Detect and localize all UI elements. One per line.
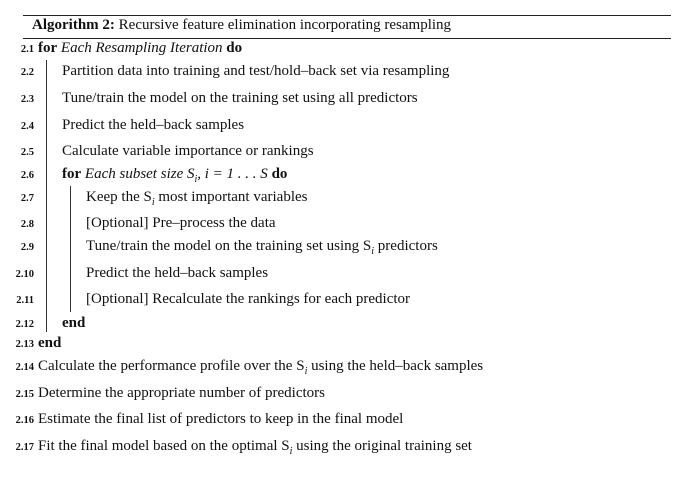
algo-line xyxy=(0,189,684,209)
algo-line xyxy=(0,411,684,431)
line-number: 2.7 xyxy=(20,193,34,204)
line-text xyxy=(38,358,483,377)
line-number: 2.17 xyxy=(15,442,34,453)
subscript: i xyxy=(289,446,293,457)
line-text xyxy=(38,438,472,457)
line-post: predictors xyxy=(374,238,438,254)
line-pre: Calculate the performance profile over the S xyxy=(38,358,305,374)
loop-range: , i = 1 . . . S xyxy=(197,166,268,182)
line-text xyxy=(62,166,287,185)
keyword-end: end xyxy=(62,315,86,331)
subscript: i xyxy=(371,246,375,257)
algo-line xyxy=(0,90,684,110)
algo-line xyxy=(0,143,684,163)
algorithm-label: Algorithm 2: xyxy=(32,17,115,33)
line-number: 2.5 xyxy=(20,147,34,158)
line-pre: Fit the final model based on the optimal S xyxy=(38,438,290,454)
algo-line xyxy=(0,238,684,258)
line-text: [Optional] Recalculate the rankings for each predictor xyxy=(86,291,411,307)
line-text: Estimate the final list of predictors to keep in the final model xyxy=(38,411,404,427)
subscript: i xyxy=(194,174,198,185)
line-number: 2.2 xyxy=(20,67,34,78)
line-number: 2.11 xyxy=(16,295,34,306)
line-text xyxy=(86,238,438,257)
keyword-end: end xyxy=(38,335,62,351)
algo-line xyxy=(0,315,684,335)
line-number: 2.1 xyxy=(20,44,34,55)
line-number: 2.12 xyxy=(15,319,34,330)
line-text: Calculate variable importance or rankings xyxy=(62,143,314,159)
line-number: 2.16 xyxy=(15,415,34,426)
line-text: Partition data into training and test/hold–back set via resampling xyxy=(62,63,450,79)
line-text: Determine the appropriate number of predictors xyxy=(38,385,325,401)
outer-loop-bar xyxy=(46,60,47,332)
algo-line xyxy=(0,215,684,235)
line-number: 2.4 xyxy=(20,121,34,132)
line-text: Tune/train the model on the training set using all predictors xyxy=(62,90,418,106)
line-number: 2.13 xyxy=(15,339,34,350)
line-number: 2.14 xyxy=(15,362,34,373)
caption-rule xyxy=(23,38,671,39)
algo-line xyxy=(0,335,684,355)
algo-line xyxy=(0,385,684,405)
algorithm-title: Recursive feature elimination incorporating resampling xyxy=(118,17,452,33)
subscript: i xyxy=(304,366,308,377)
inner-loop-bar xyxy=(70,186,71,312)
algorithm-caption xyxy=(32,17,451,34)
algo-line xyxy=(0,358,684,378)
algo-line xyxy=(0,166,684,186)
algo-line xyxy=(0,438,684,458)
loop-condition: Each Resampling Iteration xyxy=(60,40,223,56)
algo-line xyxy=(0,265,684,285)
line-post: most important variables xyxy=(154,189,308,205)
line-post: using the held–back samples xyxy=(307,358,484,374)
line-number: 2.10 xyxy=(15,269,34,280)
line-text xyxy=(38,40,242,57)
line-text: [Optional] Pre–process the data xyxy=(86,215,276,231)
subscript: i xyxy=(151,197,155,208)
algo-line xyxy=(0,63,684,83)
keyword-for: for xyxy=(62,166,82,182)
line-text xyxy=(86,189,308,208)
algo-line xyxy=(0,291,684,311)
algo-line xyxy=(0,117,684,137)
keyword-do: do xyxy=(271,166,288,182)
line-pre: Tune/train the model on the training set using S xyxy=(86,238,372,254)
loop-condition: Each subset size S xyxy=(84,166,195,182)
line-number: 2.15 xyxy=(15,389,34,400)
algo-line xyxy=(0,40,684,60)
line-pre: Keep the S xyxy=(86,189,152,205)
line-text: Predict the held–back samples xyxy=(86,265,269,281)
line-number: 2.8 xyxy=(20,219,34,230)
line-post: using the original training set xyxy=(292,438,472,454)
line-text: Predict the held–back samples xyxy=(62,117,245,133)
keyword-for: for xyxy=(38,40,58,56)
line-number: 2.3 xyxy=(20,94,34,105)
line-number: 2.9 xyxy=(20,242,34,253)
line-number: 2.6 xyxy=(20,170,34,181)
keyword-do: do xyxy=(226,40,243,56)
